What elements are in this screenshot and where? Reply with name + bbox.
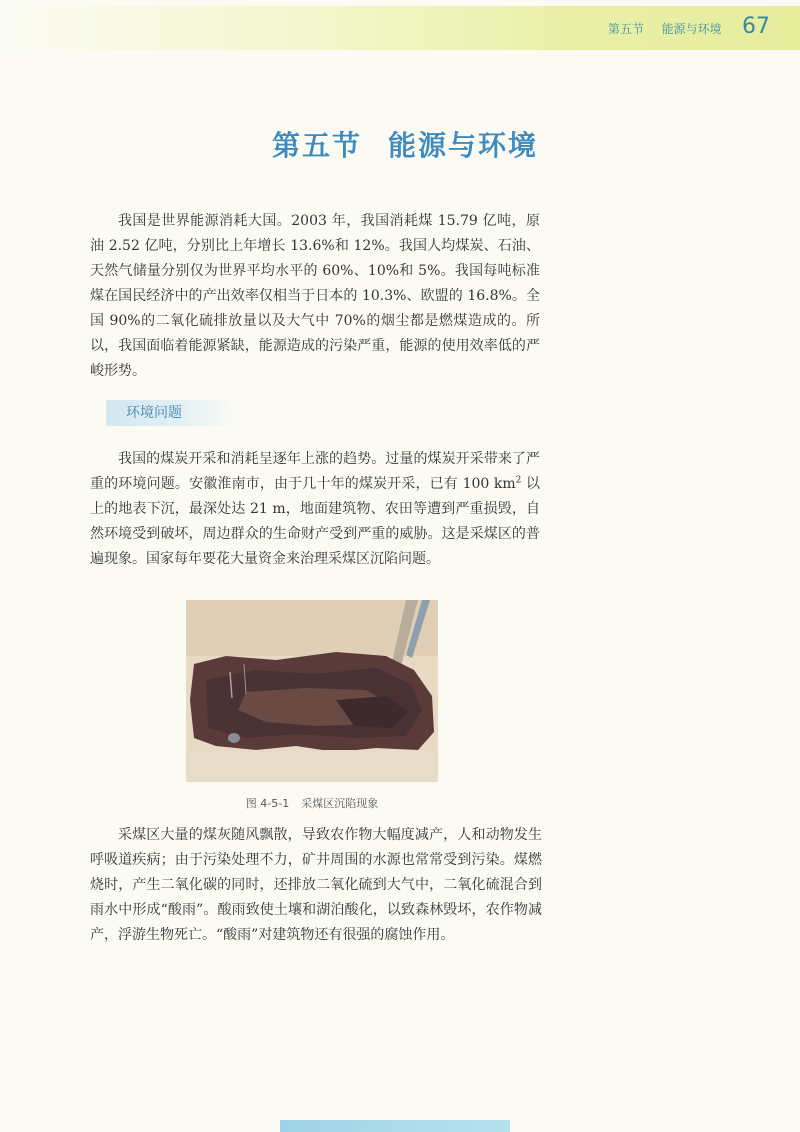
intro-paragraph: 我国是世界能源消耗大国。2003 年，我国消耗煤 15.79 亿吨，原油 2.52 亿吨，分别比上年增长 13.6%和 12%。我国人均煤炭、石油、天然气储量分别仅为世界平均水平的 60%、10%和 5%。我国每吨标准煤在国民经济中的产出效率仅相当于日本的 10.3%、欧盟的 16.8%。全国 90%的二氧化硫排放量以及大气中 70%的烟尘都是燃煤造成的。所以，我国面临着能源紧缺，能源造成的污染严重，能源的使用效率低的严峻形势。	[90, 213, 540, 379]
subsidence-photo	[186, 600, 438, 782]
pollution-paragraph: 采煤区大量的煤灰随风飘散，导致农作物大幅度减产，人和动物发生呼吸道疾病；由于污染处理不力，矿井周围的水源也常常受到污染。煤燃烧时，产生二氧化碳的同时，还排放二氧化硫到大气中，二氧化硫混合到雨水中形成“酸雨”。酸雨致使土壤和湖泊酸化，以致森林毁坏，农作物减产，浮游生物死亡。“酸雨”对建筑物还有很强的腐蚀作用。	[90, 827, 542, 943]
page-title	[272, 124, 538, 164]
figure-caption-text: 采煤区沉陷现象	[301, 797, 379, 810]
area-unit-superscript: 2	[515, 475, 522, 486]
page-number: 67	[742, 14, 770, 39]
mining-text-b: 以上的地表下沉，最深处达 21 m，地面建筑物、农田等遭到严重损毁，自然环境受到破坏，周边群众的生命财产受到严重的威胁。这是采煤区的普遍现象。国家每年要花大量资金来治理采煤区沉陷问题。	[90, 476, 540, 567]
running-head-section: 第五节	[608, 22, 645, 36]
title-section: 第五节	[272, 129, 363, 162]
figure-caption	[186, 795, 438, 811]
running-head	[608, 20, 722, 37]
running-head-topic: 能源与环境	[661, 22, 722, 36]
section-heading: 环境问题	[106, 400, 236, 426]
title-topic: 能源与环境	[388, 129, 539, 162]
figure-number: 图 4-5-1	[245, 797, 290, 810]
bottom-strip	[280, 1120, 510, 1132]
mining-text-a: 我国的煤炭开采和消耗呈逐年上涨的趋势。过量的煤炭开采带来了严重的环境问题。安徽淮南市，由于几十年的煤炭开采，已有 100 km	[90, 451, 540, 492]
mining-paragraph	[90, 447, 540, 572]
